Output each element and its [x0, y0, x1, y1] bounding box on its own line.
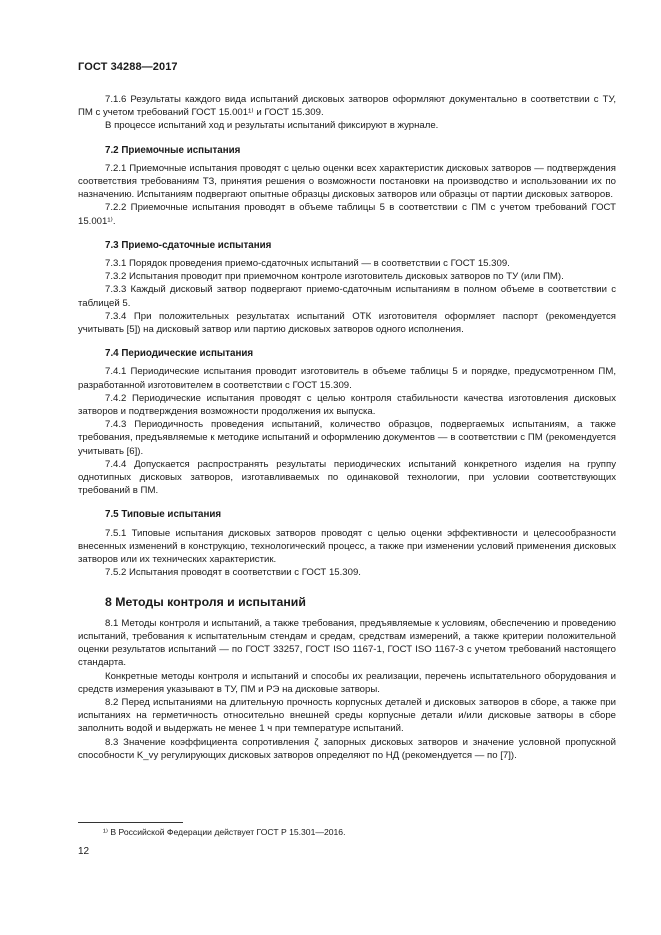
- paragraph-7-2-1: 7.2.1 Приемочные испытания проводят с целью оценки всех характеристик дисковых затворов — подтверждения соответствия требованиям ТЗ, принятия решения о возможности постановки на производство и использовании их по назначению. Испытаниям подвергают опытные образцы дисковых затворов или образцы от партии дисковых затворов.: [78, 162, 616, 201]
- paragraph-8-3: 8.3 Значение коэффициента сопротивления ζ запорных дисковых затворов и значение условной пропускной способности K_vy регулирующих дисковых затворов определяют по НД (рекомендуется — по [7]).: [78, 736, 616, 761]
- paragraph-7-4-2: 7.4.2 Периодические испытания проводят с целью контроля стабильности качества изготовления дисковых затворов и подтверждения возможности продолжения их выпуска.: [78, 392, 616, 418]
- paragraph-8-2: 8.2 Перед испытаниями на длительную прочность корпусных деталей и дисковых затворов в сборе, а также при испытаниях на герметичность относительно внешней среды корпусные детали и/или дисковые затворы в сборе заполнить водой и выдержать не менее 1 ч при температуре испытаний.: [78, 696, 616, 735]
- section-heading-7-3: 7.3 Приемо-сдаточные испытания: [105, 239, 272, 251]
- footnote: ¹⁾ В Российской Федерации действует ГОСТ Р 15.301—2016.: [103, 827, 346, 837]
- section-heading-7-4: 7.4 Периодические испытания: [105, 348, 254, 360]
- footnote-divider: [78, 822, 183, 823]
- paragraph-7-1-6: 7.1.6 Результаты каждого вида испытаний дисковых затворов оформляют документально в соответствии с ТУ, ПМ с учетом требований ГОСТ 15.001¹⁾ и ГОСТ 15.309.: [78, 94, 616, 119]
- paragraph-7-4-4: 7.4.4 Допускается распространять результаты периодических испытаний конкретного изделия на группу однотипных дисковых затворов, изготавливаемых по одинаковой технологии, при условии соответствующих требований в ПМ.: [78, 458, 616, 497]
- paragraph-7-4-1: 7.4.1 Периодические испытания проводит изготовитель в объеме таблицы 5 и порядке, предусмотренном ПМ, разработанной изготовителем в соответствии с ГОСТ 15.309.: [78, 366, 616, 391]
- paragraph-8-1: 8.1 Методы контроля и испытаний, а также требования, предъявляемые к условиям, обеспечению и проведению испытаний, требования к испытательным стендам и средам, средствам измерений, а также критерии положительной оценки результатов испытаний — по ГОСТ 33257, ГОСТ ISO 1167-1, ГОСТ ISO 1167-3 с учетом требований настоящего стандарта.: [78, 617, 616, 669]
- paragraph-7-3-4: 7.3.4 При положительных результатах испытаний ОТК изготовителя оформляет паспорт (рекомендуется учитывать [5]) на дисковый затвор или партию дисковых затворов одного исполнения.: [78, 310, 616, 336]
- paragraph-7-4-3: 7.4.3 Периодичность проведения испытаний, количество образцов, подвергаемых испытаниям, а также требования, предъявляемые к методике испытаний и оформлению документов — в соответствии с ПМ (рекомендуется учитывать [6]).: [78, 419, 616, 457]
- document-body: [78, 93, 616, 762]
- paragraph-7-5-2: 7.5.2 Испытания проводят в соответствии с ГОСТ 15.309.: [105, 567, 361, 579]
- paragraph: В процессе испытаний ход и результаты испытаний фиксируют в журнале.: [105, 120, 439, 132]
- standard-header: ГОСТ 34288—2017: [78, 61, 178, 73]
- section-heading-7-2: 7.2 Приемочные испытания: [105, 144, 241, 156]
- chapter-heading-8: 8 Методы контроля и испытаний: [105, 594, 306, 609]
- paragraph: Конкретные методы контроля и испытаний и способы их реализации, перечень испытательного оборудования и средств измерения указывают в ТУ, ПМ и РЭ на дисковые затворы.: [78, 670, 616, 695]
- page-number: 12: [78, 846, 90, 857]
- paragraph-7-2-2: 7.2.2 Приемочные испытания проводят в объеме таблицы 5 в соответствии с ПМ с учетом требований ГОСТ 15.001¹⁾.: [78, 202, 616, 227]
- paragraph-7-3-3: 7.3.3 Каждый дисковый затвор подвергают приемо-сдаточным испытаниям в полном объеме в соответствии с таблицей 5.: [78, 284, 616, 309]
- paragraph-7-3-2: 7.3.2 Испытания проводит при приемочном контроле изготовитель дисковых затворов по ТУ (или ПМ).: [105, 271, 564, 283]
- paragraph-7-3-1: 7.3.1 Порядок проведения приемо-сдаточных испытаний — в соответствии с ГОСТ 15.309.: [105, 258, 510, 270]
- section-heading-7-5: 7.5 Типовые испытания: [105, 509, 222, 521]
- paragraph-7-5-1: 7.5.1 Типовые испытания дисковых затворов проводят с целью оценки эффективности и целесообразности внесенных изменений в конструкцию, технологический процесс, а также при изменении условий применения дисковых затворов или их технических характеристик.: [78, 527, 616, 566]
